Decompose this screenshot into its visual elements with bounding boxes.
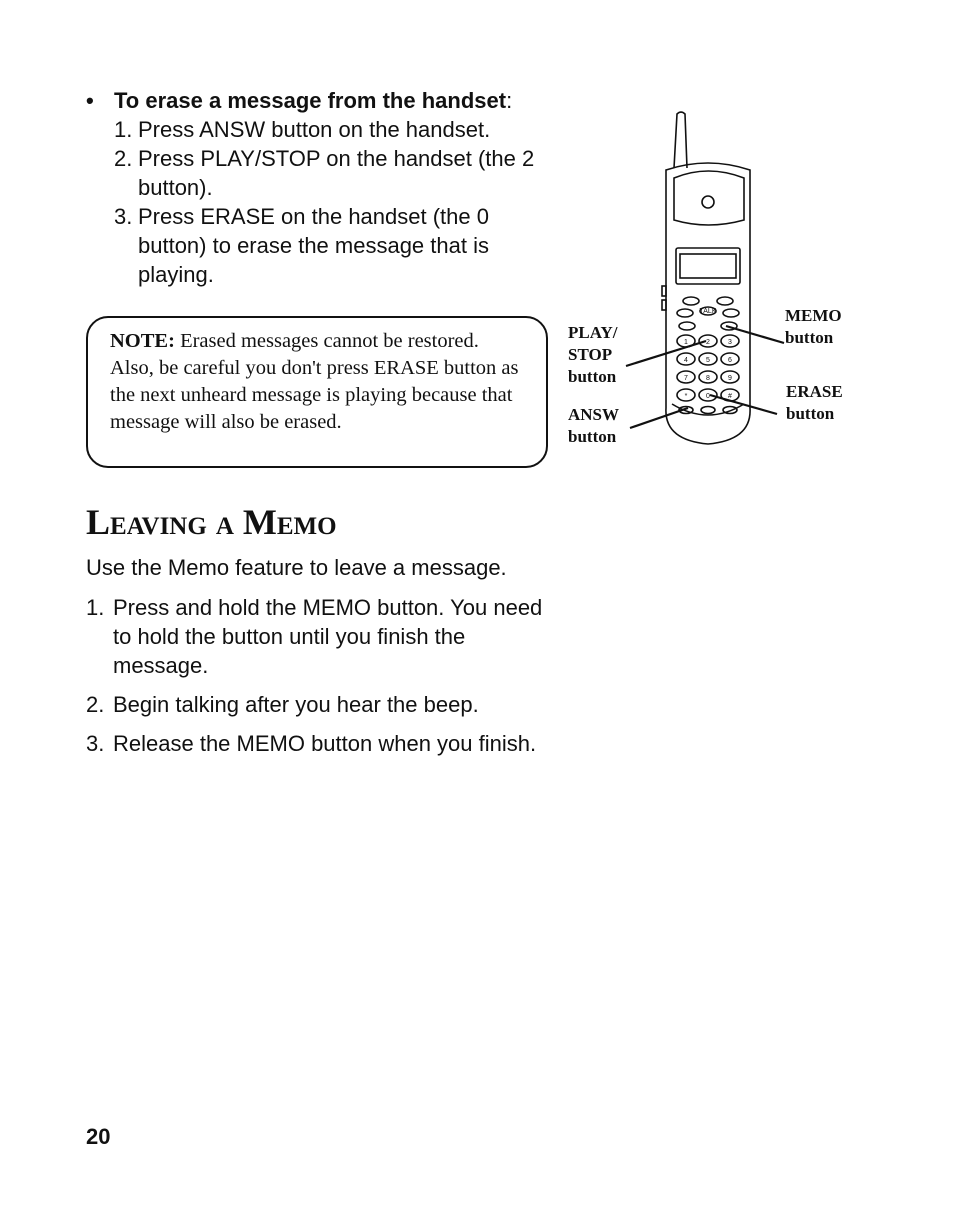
title-word: EMO (276, 513, 337, 540)
key-label: # (728, 393, 732, 400)
talk-key-label: TALK (699, 308, 717, 315)
key-label: 1 (684, 339, 688, 346)
earpiece (674, 171, 744, 225)
step-text: Press PLAY/STOP on the handset (the 2 button). (138, 146, 535, 200)
title-word: A (215, 513, 234, 540)
note-box (86, 316, 548, 468)
callout-memo (785, 305, 842, 349)
callout-line: ERASE (786, 382, 843, 401)
title-initial: L (86, 502, 111, 542)
section-title (86, 500, 337, 549)
step-number: 2. (114, 146, 133, 171)
note-label: NOTE: (110, 330, 175, 352)
callout-line: button (786, 404, 835, 423)
step-number: 3. (114, 204, 133, 229)
callout-line: PLAY/ (568, 323, 618, 342)
key-label: 7 (684, 375, 688, 382)
page-number: 20 (86, 1124, 111, 1149)
step-text: Release the MEMO button when you finish. (113, 731, 537, 756)
list-item (114, 202, 556, 289)
callout-answ (568, 404, 619, 448)
erase-instructions (86, 86, 556, 289)
memo-steps (86, 593, 556, 758)
callout-erase (786, 381, 843, 425)
antenna (674, 112, 687, 168)
callout-line: button (785, 328, 834, 347)
erase-steps (86, 115, 556, 289)
key-label: 4 (684, 357, 688, 364)
answ-leader (630, 408, 688, 428)
step-text: Press ERASE on the handset (the 0 button) to erase the message that is playing. (138, 204, 489, 287)
list-item (86, 690, 556, 719)
callout-line: button (568, 427, 617, 446)
list-item (114, 144, 556, 202)
title-word: EAVING (110, 513, 207, 540)
erase-heading-colon: : (506, 88, 513, 113)
key-label: 9 (728, 375, 732, 382)
step-number: 1. (86, 595, 105, 620)
key-label: 0 (706, 393, 710, 400)
callout-line: STOP (568, 345, 613, 364)
memo-leader (726, 326, 784, 343)
memo-instructions (86, 553, 556, 768)
key-label: 5 (706, 357, 710, 364)
memo-intro: Use the Memo feature to leave a message. (86, 555, 507, 580)
list-item (86, 729, 556, 758)
key-label: 6 (728, 357, 732, 364)
key-label: 2 (706, 339, 710, 346)
handset-figure (560, 108, 860, 453)
list-item (86, 593, 556, 680)
callout-line: MEMO (785, 306, 842, 325)
key-label: 3 (728, 339, 732, 346)
step-text: Press ANSW button on the handset. (138, 117, 491, 142)
step-text: Begin talking after you hear the beep. (113, 692, 479, 717)
title-initial: M (242, 502, 277, 542)
bullet: • (86, 88, 94, 113)
callout-play-stop (568, 322, 617, 388)
step-number: 1. (114, 117, 133, 142)
callout-line: ANSW (568, 405, 620, 424)
callout-line: button (568, 367, 617, 386)
erase-heading-row (86, 86, 556, 115)
step-number: 2. (86, 692, 105, 717)
erase-heading: To erase a message from the handset (114, 88, 507, 113)
list-item (114, 115, 556, 144)
key-label: 8 (706, 375, 710, 382)
erase-leader (710, 395, 777, 414)
note-text: Erased messages cannot be restored. Also, be careful you don't press ERASE button as the next unheard message is playing because that message will also be erased. (110, 330, 519, 433)
key-label: * (684, 393, 688, 400)
step-text: Press and hold the MEMO button. You need to hold the button until you finish the message. (113, 595, 543, 678)
step-number: 3. (86, 731, 105, 756)
